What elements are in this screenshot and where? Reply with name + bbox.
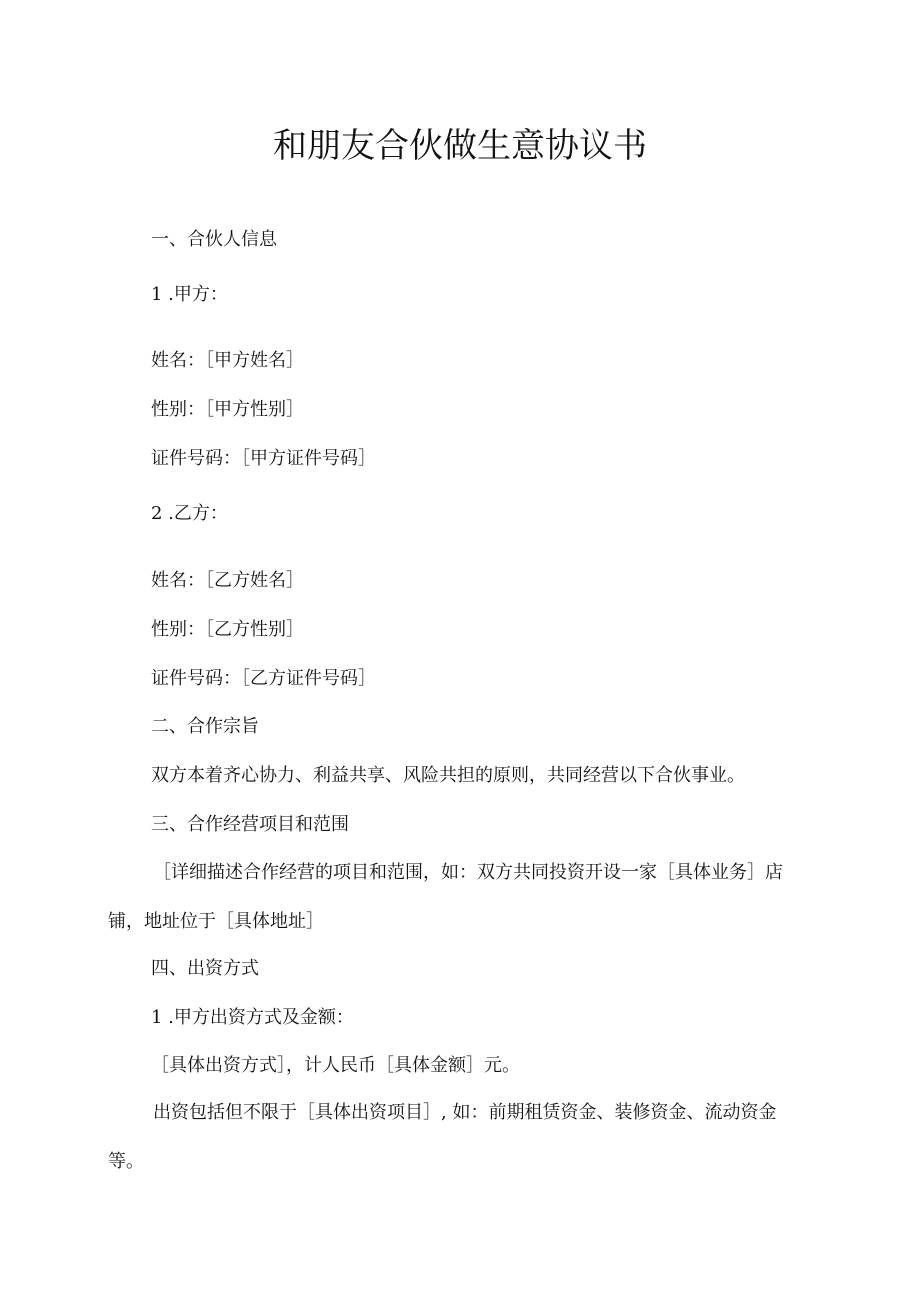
section-2-text: 双方本着齐心协力、利益共享、风险共担的原则，共同经营以下合伙事业。	[151, 765, 745, 786]
party-a-label: 1 .甲方：	[151, 284, 228, 305]
party-b-gender: 性别：［乙方性别］	[151, 619, 304, 640]
section-4-heading: 四、出资方式	[151, 958, 259, 979]
party-b-name: 姓名：［乙方姓名］	[151, 570, 304, 591]
section-4-item-1-detail: ［具体出资方式］，计人民币［具体金额］元。	[151, 1055, 520, 1076]
party-b-id: 证件号码：［乙方证件号码］	[151, 668, 376, 689]
party-a-gender: 性别：［甲方性别］	[151, 399, 304, 420]
section-3-heading: 三、合作经营项目和范围	[151, 814, 349, 835]
party-a-name: 姓名：［甲方姓名］	[151, 350, 304, 371]
party-b-label: 2 .乙方：	[151, 503, 228, 524]
party-a-id: 证件号码：［甲方证件号码］	[151, 448, 376, 469]
section-1-heading: 一、合伙人信息	[151, 229, 277, 250]
document-title: 和朋友合伙做生意协议书	[273, 126, 647, 166]
section-2-heading: 二、合作宗旨	[151, 716, 259, 737]
section-3-text: ［详细描述合作经营的项目和范围，如：双方共同投资开设一家［具体业务］店铺，地址位于［具体地址］	[108, 862, 783, 932]
section-4-item-1-scope: 出资包括但不限于［具体出资项目］, 如：前期租赁资金、装修资金、流动资金等。	[108, 1102, 777, 1172]
section-4-item-1: 1 .甲方出资方式及金额：	[151, 1007, 354, 1028]
